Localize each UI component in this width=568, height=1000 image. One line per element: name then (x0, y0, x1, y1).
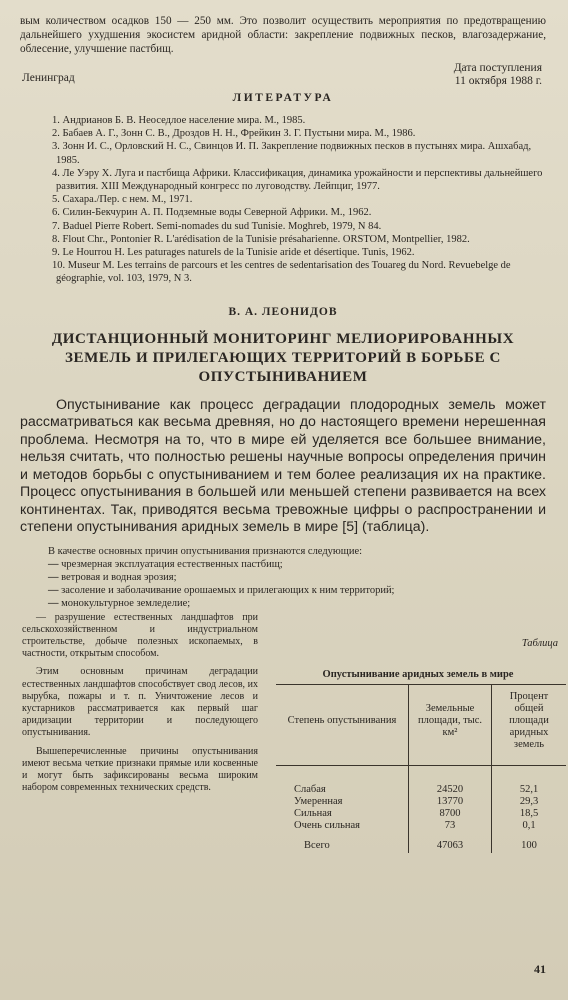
reference-item: 4. Ле Уэру Х. Луга и пастбища Африки. Классификация, динамика урожайности и перспективы дальнейшего развития. XIII Международный конгресс по луговодству. Лейпциг, 1977. (52, 167, 543, 193)
causes-intro: В качестве основных причин опустынивания признаются следующие: (48, 545, 363, 557)
cause-item: — ветровая и водная эрозия; (48, 571, 546, 584)
table-caption: Опустынивание аридных земель в мире (322, 668, 514, 680)
reference-item: 1. Андрианов Б. В. Неоседлое население мира. М., 1985. (52, 115, 306, 126)
date-received-value: 11 октября 1988 г. (454, 75, 542, 87)
table-row (276, 820, 566, 832)
cell-percent: 29,3 (492, 796, 567, 808)
causes-list (20, 558, 546, 610)
reference-item: 8. Flout Chr., Pontonier R. L'arédisation de la Tunisie présaharienne. ORSTOM, Montpellier, 1982. (52, 233, 470, 245)
intro-paragraph: вым количеством осадков 150 — 250 мм. Это позволит осуществить мероприятия по предотвращению дальнейшего ухудшения экосистем аридной области: закрепление подвижных песков, влагозадержание, облесение, улучшение пастбищ. (20, 15, 546, 55)
city: Ленинград (22, 72, 75, 84)
cell-area: 24520 (409, 765, 492, 796)
reference-item: 3. Зонн И. С., Орловский Н. С., Свинцов И. П. Закрепление подвижных песков в пустынях мира. Ашхабад, 1985. (52, 141, 532, 166)
body-paragraph: — разрушение естественных ландшафтов при сельскохозяйственном и индустриальном строительстве, добыче полезных ископаемых, в частности, открытым способом. (22, 611, 258, 660)
references-heading: ЛИТЕРАТУРА (232, 92, 334, 104)
table-total-row (276, 832, 566, 852)
table-row (276, 765, 566, 796)
cell-percent: 100 (492, 832, 567, 852)
cause-item: — чрезмерная эксплуатация естественных пастбищ; (48, 558, 546, 571)
reference-item: 9. Le Hourrou H. Les paturages naturels de la Tunisie aride et désertique. Tunis, 1962. (52, 247, 415, 259)
header-percent: Процент общей площади аридных земель (492, 684, 567, 765)
article-title: ДИСТАНЦИОННЫЙ МОНИТОРИНГ МЕЛИОРИРОВАННЫХ ЗЕМЕЛЬ И ПРИЛЕГАЮЩИХ ТЕРРИТОРИЙ В БОРЬБЕ С ОПУСТЫНИВАНИЕМ (51, 330, 515, 385)
reference-item: 5. Сахара./Пер. с нем. М., 1971. (52, 194, 193, 206)
date-received (454, 62, 542, 88)
cause-item: — засоление и заболачивание орошаемых и прилегающих к ним территорий; (48, 584, 546, 597)
cell-percent: 52,1 (492, 765, 567, 796)
cause-item: — монокультурное земледелие; (48, 597, 546, 610)
header-area: Земельные площади, тыс. км² (409, 684, 492, 765)
reference-item: 7. Baduel Pierre Robert. Semi-nomades du sud Tunisie. Moghreb, 1979, N 84. (52, 220, 382, 232)
article-abstract: Опустынивание как процесс деградации плодородных земель может рассматриваться как весьма древняя, но до настоящего времени нерешенная проблема. Несмотря на то, что в мире ей уделяется все большее внимание, нельзя считать, что полностью решены научные вопросы определения причин и методов борьбы с опустыниванием и тем более реализация их на практике. Процесс опустынивания в большей или меньшей степени развивается на всех континентах. Так, приводятся весьма тревожные цифры о распространении и степени опустынивания аридных земель в мире [5] (таблица). (20, 396, 546, 536)
page-number: 41 (534, 962, 546, 976)
table-label: Таблица (521, 637, 558, 649)
cell-area: 13770 (409, 796, 492, 808)
table-block (270, 612, 566, 853)
cell-degree: Сильная (294, 808, 332, 820)
cell-area: 8700 (409, 808, 492, 820)
reference-item: 10. Museur M. Les terrains de parcours et les centres de sedentarisation des Touareg du Nord. Revuebelge de géographie, vol. 103, 1979, N 3. (52, 260, 511, 285)
table-row (276, 808, 566, 820)
article-author: В. А. ЛЕОНИДОВ (228, 305, 338, 318)
body-paragraph: Этим основным причинам деградации естественных ландшафтов способствует свод лесов, их вырубка, пожары и т. п. Уничтожение лесов и кустарников рассматривается как первый шаг аридизации территории и последующего опустынивания. (22, 666, 258, 739)
cell-area: 47063 (409, 832, 492, 852)
table-header-row (276, 684, 566, 765)
date-received-label: Дата поступления (453, 62, 542, 74)
cell-area: 73 (409, 820, 492, 832)
article-meta (20, 62, 546, 92)
reference-item: 6. Силин-Бекчурин А. П. Подземные воды Северной Африки. М., 1962. (52, 207, 372, 219)
desertification-table (276, 684, 566, 853)
left-column (22, 612, 258, 795)
table-row (276, 796, 566, 808)
cell-degree: Умеренная (294, 795, 343, 807)
cell-degree: Всего (304, 840, 330, 852)
reference-item: 2. Бабаев А. Г., Зонн С. В., Дроздов Н. Н., Фрейкин З. Г. Пустыни мира. М., 1986. (52, 128, 416, 140)
references-list (20, 114, 546, 286)
cell-percent: 0,1 (492, 820, 567, 832)
cell-percent: 18,5 (492, 808, 567, 820)
body-paragraph: Вышеперечисленные причины опустынивания имеют весьма четкие признаки прямые или косвенные и могут быть зафиксированы весьма широким набором современных технических средств. (22, 745, 258, 794)
cell-degree: Очень сильная (294, 820, 360, 832)
cell-degree: Слабая (294, 783, 326, 795)
header-degree: Степень опустынивания (276, 684, 409, 765)
